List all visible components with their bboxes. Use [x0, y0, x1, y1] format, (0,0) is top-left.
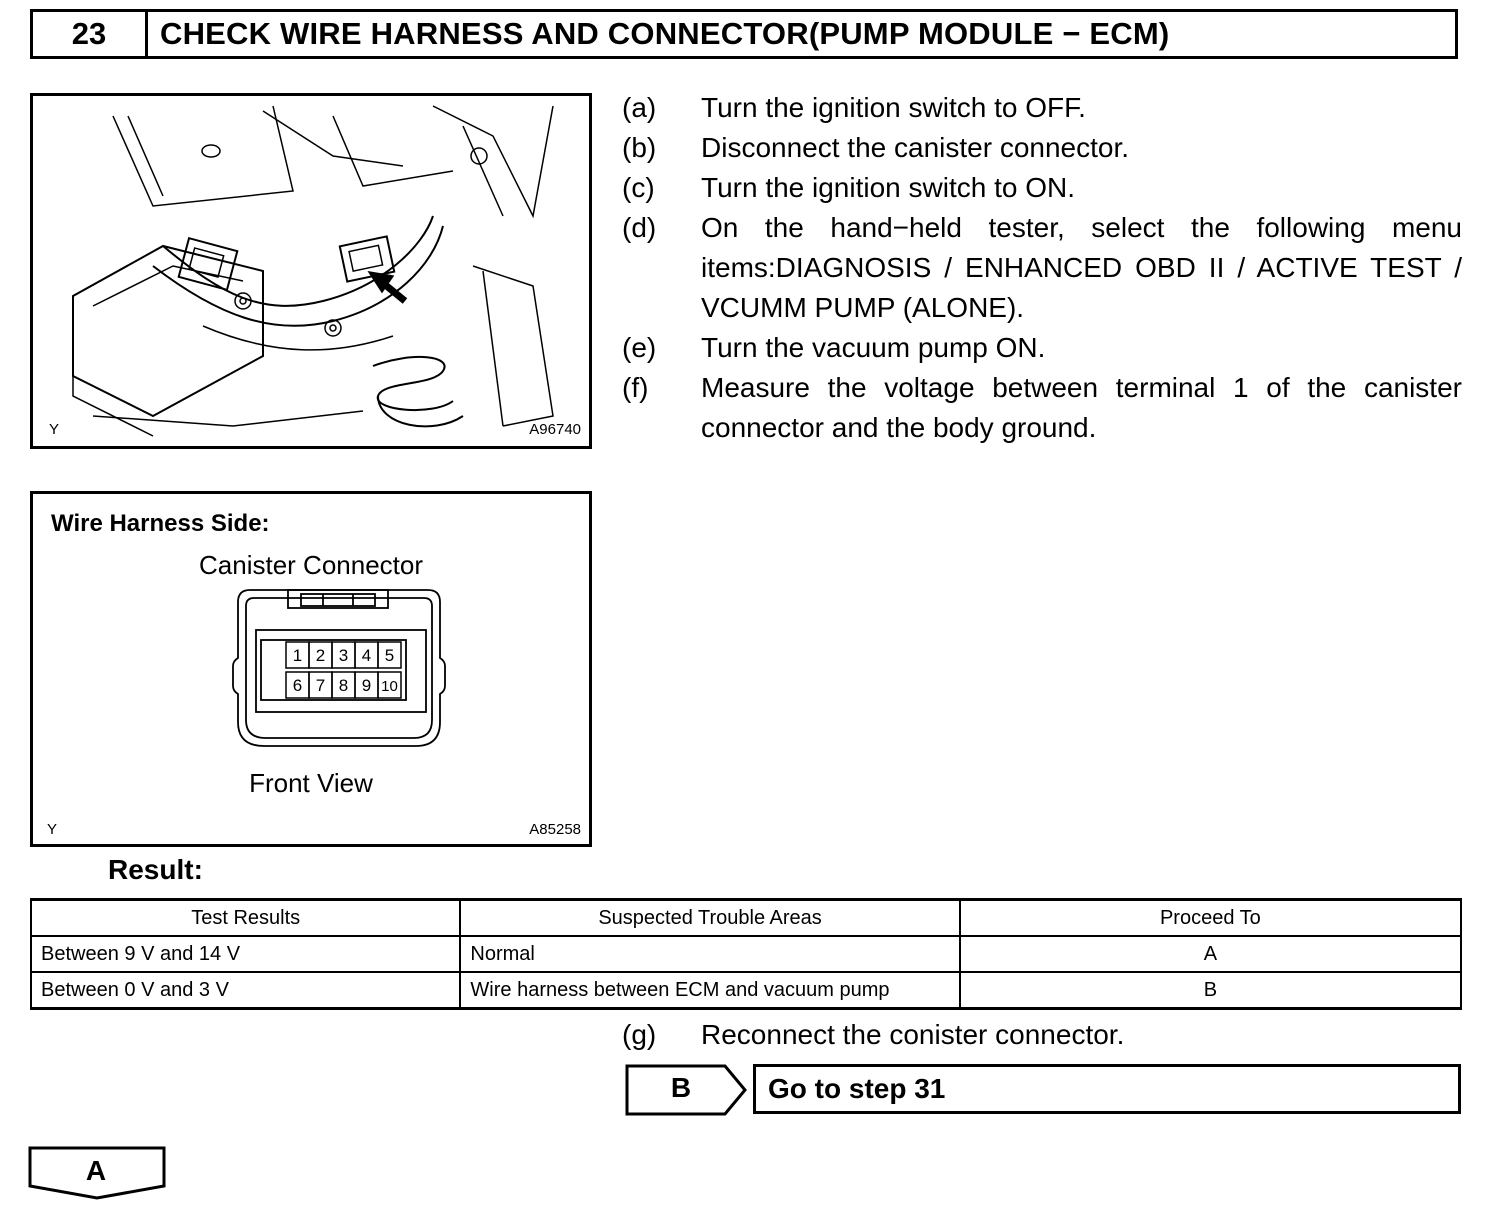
- figure-corner-mark: Y: [49, 421, 60, 438]
- terminal-number: 3: [338, 646, 349, 665]
- terminal-number: 10: [381, 678, 398, 695]
- step-text: On the hand−held tester, select the following menu items:DIAGNOSIS / ENHANCED OBD II / ACTIVE TEST / VCUMM PUMP (ALONE).: [701, 212, 1462, 323]
- table-cell: A: [960, 936, 1461, 972]
- go-to-step-box: Go to step 31: [753, 1064, 1461, 1114]
- terminal-grid: [286, 642, 401, 698]
- step-number: 23: [33, 12, 148, 56]
- step-item: [622, 128, 1462, 168]
- terminal-number: 5: [384, 646, 395, 665]
- results-table: [30, 898, 1462, 1010]
- step-item: [622, 368, 1462, 448]
- table-cell: B: [960, 972, 1461, 1009]
- step-label: (c): [622, 172, 655, 203]
- table-row: [31, 936, 1461, 972]
- terminal-number: 9: [361, 676, 372, 695]
- terminal-number: 2: [315, 646, 326, 665]
- canister-connector-label: Canister Connector: [199, 550, 423, 580]
- step-item: [622, 1015, 1462, 1055]
- figure-id: A85258: [529, 821, 581, 838]
- figure-corner-mark: Y: [47, 821, 58, 838]
- step-text: Measure the voltage between terminal 1 of the canister connector and the body ground.: [701, 372, 1462, 443]
- step-text: Reconnect the conister connector.: [701, 1019, 1125, 1050]
- engine-illustration: [33, 96, 589, 446]
- table-row: [31, 972, 1461, 1009]
- step-item: [622, 328, 1462, 368]
- terminal-number: 6: [292, 676, 303, 695]
- step-label: (g): [622, 1019, 657, 1050]
- table-header: Proceed To: [960, 900, 1461, 937]
- table-header: Test Results: [31, 900, 460, 937]
- proceed-b-letter: B: [670, 1072, 692, 1103]
- table-cell: Wire harness between ECM and vacuum pump: [460, 972, 959, 1009]
- terminal-number: 8: [338, 676, 349, 695]
- step-item: [622, 88, 1462, 128]
- proceed-a-letter: A: [85, 1155, 107, 1186]
- front-view-label: Front View: [249, 768, 373, 798]
- result-label: Result:: [108, 854, 203, 885]
- figure-id: A96740: [529, 421, 581, 438]
- table-header-row: [31, 900, 1461, 937]
- step-item: [622, 208, 1462, 328]
- terminal-number: 7: [315, 676, 326, 695]
- terminal-number: 4: [361, 646, 372, 665]
- terminal-number: 1: [292, 646, 303, 665]
- step-text: Turn the ignition switch to OFF.: [701, 92, 1086, 123]
- figure-connector-diagram: [30, 491, 592, 847]
- step-header: [30, 9, 1458, 59]
- instruction-steps: [622, 88, 1462, 448]
- step-label: (e): [622, 332, 657, 363]
- step-item: [622, 168, 1462, 208]
- table-header: Suspected Trouble Areas: [460, 900, 959, 937]
- step-label: (d): [622, 212, 657, 243]
- step-text: Turn the vacuum pump ON.: [701, 332, 1046, 363]
- step-label: (f): [622, 372, 649, 403]
- step-label: (a): [622, 92, 657, 123]
- step-text: Disconnect the canister connector.: [701, 132, 1130, 163]
- step-text: Turn the ignition switch to ON.: [701, 172, 1076, 203]
- table-cell: Between 0 V and 3 V: [31, 972, 460, 1009]
- step-title: CHECK WIRE HARNESS AND CONNECTOR(PUMP MODULE − ECM): [160, 16, 1170, 51]
- wire-harness-side-title: Wire Harness Side:: [51, 510, 270, 537]
- step-label: (b): [622, 132, 657, 163]
- table-cell: Between 9 V and 14 V: [31, 936, 460, 972]
- instruction-step-g: [622, 1015, 1462, 1055]
- table-cell: Normal: [460, 936, 959, 972]
- figure-engine-illustration: [30, 93, 592, 449]
